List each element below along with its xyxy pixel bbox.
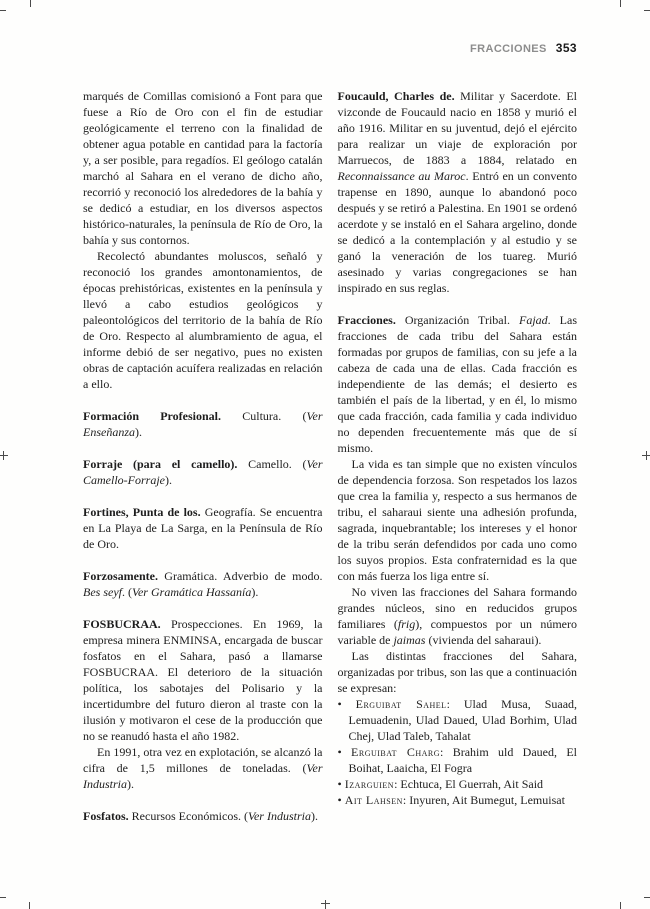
crop-mark-top-right-vertical [620, 0, 621, 7]
list-item: • Erguibat Charg: Brahim uld Daued, El Boihat, Laaicha, El Fogra [337, 745, 577, 775]
crop-mark-bottom-left-vertical [29, 902, 30, 909]
paragraph: La vida es tan simple que no existen vínculos de dependencia forzosa. Son respetados los lazos que crea la familia y, respecto a sus hermanos de tribu, el saharaui siente una adhesión profunda, sagrada, inquebrantable; los intereses y el honor de la tribu serán defendidos por cada uno como los suyos propios. Esta confraternidad es la que con más fuerza los liga entre sí. [337, 457, 577, 583]
crop-mark-top-right-horizontal [644, 10, 650, 11]
dictionary-entry: Forraje (para el camello). Camello. (Ver Camello-Forraje). [83, 457, 323, 487]
bullet-icon: • [337, 697, 356, 711]
paragraph: marqués de Comillas comisionó a Font para que fuese a Río de Oro con el fin de estudiar geológicamente el terreno con la finalidad de obtener agua potable en cantidad para la factoría y, a ser posible, para regadíos. El geólogo catalán marchó al Sahara en el verano de dicho año, recorrió y reconoció los alrededores de la bahía y se dedicó a estudiar, en los diversos aspectos histórico-naturales, la península de Río de Oro, la bahía y sus contornos. [83, 89, 323, 247]
paragraph: Las distintas fracciones del Sahara, organizadas por tribus, son las que a continuación se expresan: [337, 649, 577, 695]
dictionary-entry: FOSBUCRAA. Prospecciones. En 1969, la empresa minera ENMINSA, encargada de buscar fosfatos en el Sahara, pasó a llamarse FOSBUCRAA. El deterioro de la situación política, los sabotajes del Polisario y la incertidumbre del futuro dieron al traste con la ilusión y motivaron el cese de la producción que no se reanudó hasta el año 1982. [83, 617, 323, 743]
crop-mark-bottom-right-vertical [620, 902, 621, 909]
dictionary-entry: Fosfatos. Recursos Económicos. (Ver Industria). [83, 809, 318, 823]
bullet-icon: • [337, 745, 352, 759]
header-page-number: 353 [555, 41, 577, 55]
crop-mark-bottom-left-horizontal [0, 897, 6, 898]
left-column [83, 88, 323, 824]
bullet-icon: • [337, 793, 345, 807]
list-item: • Izarguien: Echtuca, El Guerrah, Ait Said [337, 777, 544, 791]
paragraph: No viven las fracciones del Sahara formando grandes núcleos, sino en reducidos grupos familiares (frig), compuestos por un número variable de jaimas (vivienda del saharaui). [337, 585, 577, 647]
dictionary-entry: Fortines, Punta de los. Geografía. Se encuentra en La Playa de La Sarga, en la Península de Río de Oro. [83, 505, 323, 551]
paragraph: Recolectó abundantes moluscos, señaló y reconoció los grandes amontonamientos, de épocas prehistóricas, existentes en la península y llevó a cabo estudios geológicos y paleontológicos del territorio de la bahía de Río de Oro. Respecto al alumbramiento de agua, el informe debió de ser negativo, pues no existen obras de captación acuífera realizadas en relación a ello. [83, 249, 323, 391]
list-item: • Erguibat Sahel: Ulad Musa, Suaad, Lemuadenin, Ulad Daued, Ulad Borhim, Ulad Chej, Ulad Taleb, Tahalat [337, 697, 578, 743]
text-columns [83, 88, 577, 824]
register-mark-bottom-center-vertical [325, 900, 326, 909]
register-mark-right-vertical [646, 451, 647, 460]
crop-mark-bottom-right-horizontal [644, 897, 650, 898]
crop-mark-top-left-vertical [30, 0, 31, 7]
running-header [470, 41, 577, 55]
right-column [338, 88, 578, 824]
dictionary-entry: Foucauld, Charles de. Militar y Sacerdote. El vizconde de Foucauld nacio en 1858 y murió el año 1916. Militar en su juventud, dejó el ejército para realizar un viaje de exploración por Marruecos, de 1883 a 1884, relatado en Reconnaissance au Maroc. Entró en un convento trapense en 1890, aunque lo abandonó poco después y se retiró a Palestina. En 1901 se ordenó acerdote y se instaló en el Sahara argelino, donde se dedicó a la contemplación y al estudio y se ganó la veneración de los tuareg. Murió asesinado y varias congregaciones se han inspirado en sus reglas. [337, 89, 577, 295]
dictionary-entry: Forzosamente. Gramática. Adverbio de modo. Bes seyf. (Ver Gramática Hassanía). [83, 569, 323, 599]
dictionary-entry: Formación Profesional. Cultura. (Ver Enseñanza). [83, 409, 323, 439]
register-mark-left-horizontal [0, 455, 8, 456]
paragraph: En 1991, otra vez en explotación, se alcanzó la cifra de 1,5 millones de toneladas. (Ver Industria). [83, 745, 323, 791]
crop-mark-top-left-horizontal [0, 10, 6, 11]
register-mark-left-vertical [3, 451, 4, 460]
bullet-icon: • [337, 777, 345, 791]
dictionary-entry: Fracciones. Organización Tribal. Fajad. Las fracciones de cada tribu del Sahara están formadas por grupos de familias, con su jefe a la cabeza de cada una de ellas. Cada fracción es independiente de las demás; el desierto es también el país de la libertad, y en él, lo mismo que cada fracción, cada familia y cada individuo no dependen frecuentemente más que de sí mismo. [337, 313, 578, 455]
list-item: • Ait Lahsen: Inyuren, Ait Bumegut, Lemuisat [337, 793, 565, 807]
header-title: FRACCIONES [470, 43, 547, 55]
